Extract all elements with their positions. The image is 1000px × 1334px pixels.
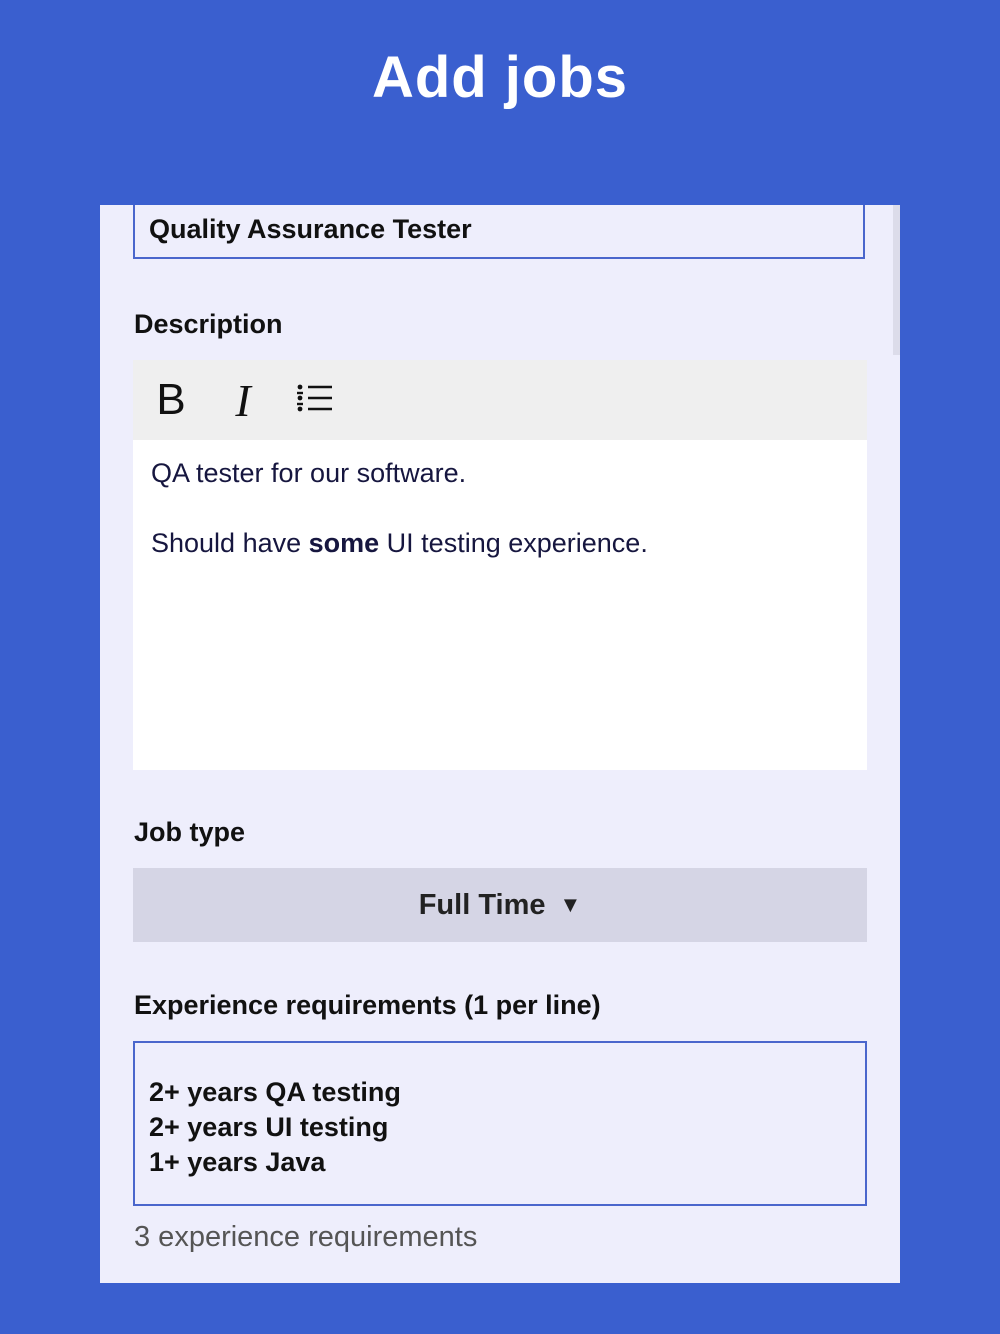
experience-lines bbox=[149, 1075, 401, 1180]
description-label: Description bbox=[134, 309, 283, 339]
editor-toolbar bbox=[133, 360, 867, 440]
job-type-select[interactable] bbox=[133, 868, 867, 942]
bulleted-list-icon bbox=[296, 380, 336, 420]
job-title-input[interactable] bbox=[149, 205, 839, 257]
description-editor[interactable] bbox=[133, 360, 867, 770]
job-type-value: Full Time bbox=[418, 888, 546, 921]
experience-line: 2+ years QA testing bbox=[149, 1077, 401, 1107]
experience-line: 2+ years UI testing bbox=[149, 1112, 389, 1142]
headline: Add jobs bbox=[371, 45, 629, 110]
experience-line: 1+ years Java bbox=[149, 1147, 326, 1177]
editor-content[interactable] bbox=[151, 458, 851, 598]
bulleted-list-button[interactable] bbox=[286, 370, 346, 430]
job-title-field[interactable] bbox=[133, 205, 865, 259]
editor-text: UI testing experience. bbox=[379, 528, 648, 558]
experience-textarea[interactable] bbox=[133, 1041, 867, 1206]
editor-bold-text: some bbox=[308, 528, 380, 558]
scrollbar[interactable] bbox=[893, 205, 900, 355]
italic-button[interactable]: I bbox=[235, 374, 251, 426]
editor-text: Should have bbox=[151, 528, 309, 558]
experience-label: Experience requirements (1 per line) bbox=[134, 990, 601, 1020]
editor-paragraph: QA tester for our software. bbox=[151, 458, 467, 488]
job-type-label: Job type bbox=[134, 817, 246, 847]
editor-paragraph bbox=[151, 528, 851, 558]
app-screen bbox=[100, 205, 900, 1283]
bold-button[interactable]: B bbox=[156, 375, 186, 424]
experience-count: 3 experience requirements bbox=[134, 1221, 478, 1253]
dropdown-arrow-icon: ▼ bbox=[559, 892, 582, 917]
